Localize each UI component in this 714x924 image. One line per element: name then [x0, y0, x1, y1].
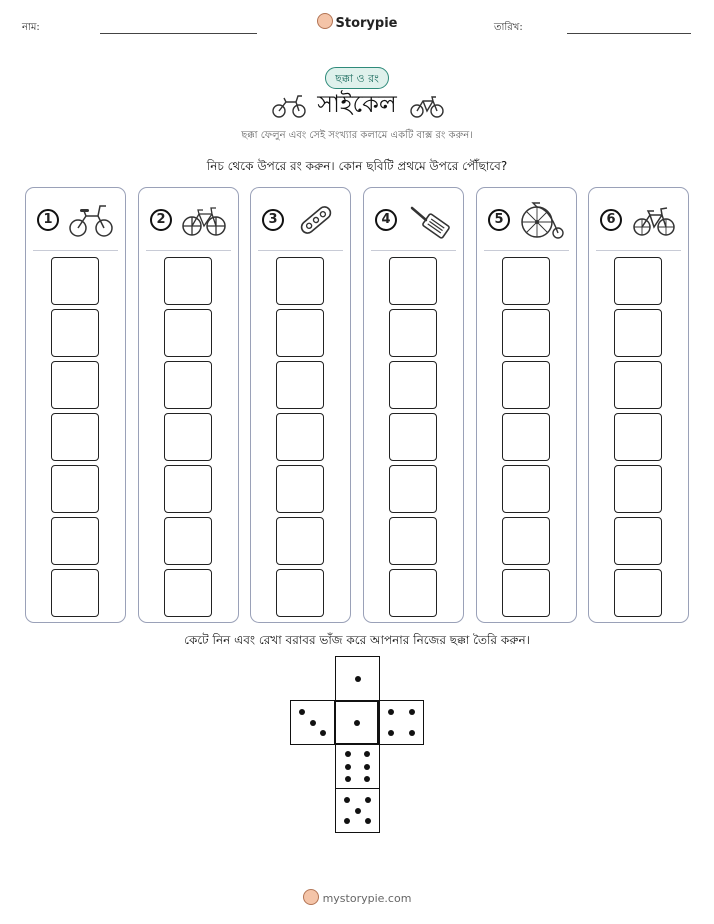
- column-2: [138, 187, 239, 623]
- color-box[interactable]: [389, 309, 437, 357]
- color-box[interactable]: [164, 361, 212, 409]
- dice-pip: [345, 764, 351, 770]
- color-box[interactable]: [276, 309, 324, 357]
- dice-face-1: [335, 656, 380, 701]
- dice-pip: [310, 720, 316, 726]
- color-box[interactable]: [502, 309, 550, 357]
- color-box[interactable]: [164, 569, 212, 617]
- kids-bike-icon: [631, 200, 677, 240]
- dice-pip: [345, 776, 351, 782]
- color-box[interactable]: [502, 413, 550, 461]
- color-box[interactable]: [164, 257, 212, 305]
- footer: [0, 889, 714, 905]
- badge: ছক্কা ও রং: [325, 67, 389, 89]
- color-box[interactable]: [51, 309, 99, 357]
- brand-logo: [0, 13, 714, 31]
- bear-logo-icon: [317, 13, 333, 29]
- dice-pip: [355, 808, 361, 814]
- column-1: [25, 187, 126, 623]
- color-box[interactable]: [276, 517, 324, 565]
- dice-pip: [409, 730, 415, 736]
- column-5: [476, 187, 577, 623]
- color-box[interactable]: [164, 413, 212, 461]
- color-box[interactable]: [389, 413, 437, 461]
- column-divider: [146, 250, 231, 251]
- color-box[interactable]: [502, 361, 550, 409]
- color-box[interactable]: [164, 517, 212, 565]
- color-box[interactable]: [389, 465, 437, 513]
- color-box[interactable]: [164, 465, 212, 513]
- color-box[interactable]: [614, 257, 662, 305]
- dice-pip: [344, 818, 350, 824]
- dice-pip: [364, 764, 370, 770]
- column-number: 5: [488, 209, 510, 231]
- dice-face-5: [335, 788, 380, 833]
- color-box[interactable]: [614, 413, 662, 461]
- color-box[interactable]: [276, 569, 324, 617]
- color-box[interactable]: [389, 569, 437, 617]
- color-box[interactable]: [51, 569, 99, 617]
- bicycle-icon: [181, 200, 227, 240]
- dice-face-4: [379, 700, 424, 745]
- page-title: সাইকেল: [317, 90, 397, 118]
- color-box[interactable]: [614, 569, 662, 617]
- color-box[interactable]: [502, 517, 550, 565]
- dice-pip: [345, 751, 351, 757]
- dice-pip: [409, 709, 415, 715]
- color-box[interactable]: [276, 257, 324, 305]
- column-divider: [258, 250, 343, 251]
- cut-instruction: কেটে নিন এবং রেখা বরাবর ভাঁজ করে আপনার নিজের ছক্কা তৈরি করুন।: [184, 633, 530, 647]
- column-divider: [484, 250, 569, 251]
- color-box[interactable]: [389, 361, 437, 409]
- bicycle-icon: [410, 93, 444, 119]
- color-box[interactable]: [614, 517, 662, 565]
- dice-pip: [365, 797, 371, 803]
- column-number: 2: [150, 209, 172, 231]
- color-box[interactable]: [276, 465, 324, 513]
- penny-farthing-icon: [519, 200, 565, 240]
- name-line[interactable]: [100, 33, 257, 34]
- column-number: 4: [375, 209, 397, 231]
- name-label: নাম:: [22, 22, 40, 33]
- instruction: নিচ থেকে উপরে রং করুন। কোন ছবিটি প্রথমে উপরে পৌঁছাবে?: [206, 159, 508, 173]
- color-box[interactable]: [502, 465, 550, 513]
- dice-pip: [344, 797, 350, 803]
- brand-name: Storypie: [335, 16, 398, 31]
- color-box[interactable]: [164, 309, 212, 357]
- bear-logo-icon: [303, 889, 319, 905]
- color-box[interactable]: [276, 361, 324, 409]
- dice-pip: [320, 730, 326, 736]
- column-number: 3: [262, 209, 284, 231]
- color-box[interactable]: [502, 257, 550, 305]
- dice-pip: [364, 776, 370, 782]
- column-3: [250, 187, 351, 623]
- dice-pip: [355, 676, 361, 682]
- column-number: 1: [37, 209, 59, 231]
- dice-face-1: [334, 700, 379, 745]
- dice-pip: [299, 709, 305, 715]
- date-label: তারিখ:: [494, 22, 523, 33]
- dice-pip: [354, 720, 360, 726]
- column-divider: [33, 250, 118, 251]
- dice-pip: [388, 730, 394, 736]
- color-box[interactable]: [51, 517, 99, 565]
- column-divider: [596, 250, 681, 251]
- subtitle: ছক্কা ফেলুন এবং সেই সংখ্যার কলামে একটি বাক্স রং করুন।: [241, 130, 473, 141]
- bike-chain-icon: [293, 200, 339, 240]
- dice-pip: [388, 709, 394, 715]
- column-6: [588, 187, 689, 623]
- dice-face-6: [335, 744, 380, 789]
- dice-pip: [364, 751, 370, 757]
- color-box[interactable]: [51, 257, 99, 305]
- date-line[interactable]: [567, 33, 691, 34]
- color-box[interactable]: [502, 569, 550, 617]
- color-box[interactable]: [51, 465, 99, 513]
- color-box[interactable]: [389, 517, 437, 565]
- color-box[interactable]: [389, 257, 437, 305]
- dice-pip: [365, 818, 371, 824]
- color-box[interactable]: [614, 361, 662, 409]
- column-number: 6: [600, 209, 622, 231]
- footer-url[interactable]: mystorypie.com: [322, 892, 412, 905]
- bike-pedal-icon: [406, 200, 452, 240]
- column-4: [363, 187, 464, 623]
- color-box[interactable]: [51, 361, 99, 409]
- dice-face-3: [290, 700, 335, 745]
- color-box[interactable]: [614, 465, 662, 513]
- color-box[interactable]: [276, 413, 324, 461]
- balance-bike-icon: [68, 200, 114, 240]
- color-box[interactable]: [51, 413, 99, 461]
- color-box[interactable]: [614, 309, 662, 357]
- column-divider: [371, 250, 456, 251]
